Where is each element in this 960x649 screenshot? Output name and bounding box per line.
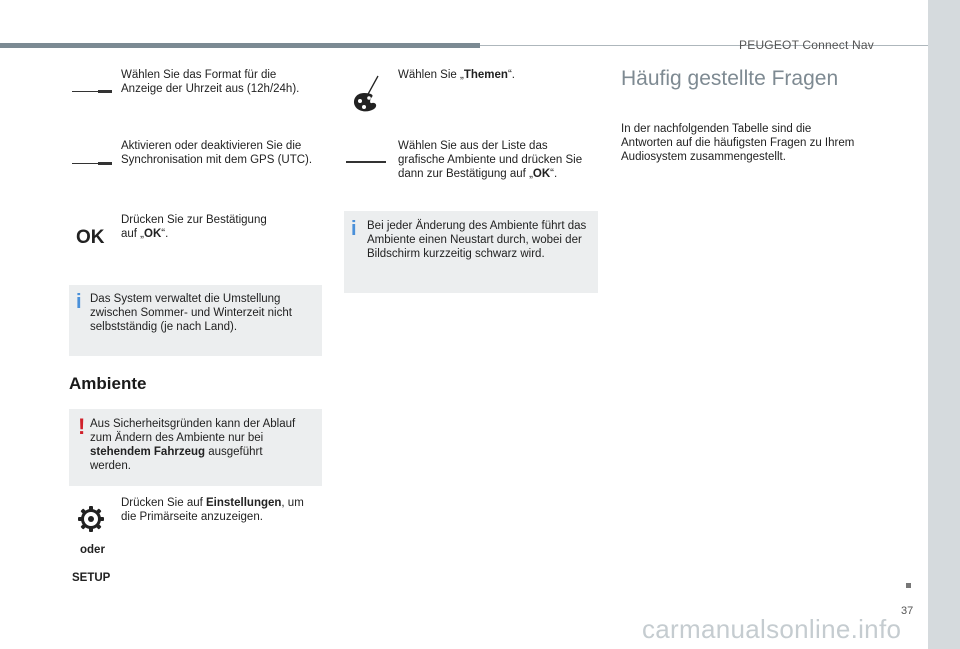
oder-label: oder xyxy=(80,544,105,556)
faq-intro-text: In der nachfolgenden Tabelle sind die Antworten auf die häufigsten Fragen zu Ihrem Audiosystem zusammengestellt. xyxy=(621,123,855,163)
section-title-ambiente: Ambiente xyxy=(69,374,147,393)
info-icon: i xyxy=(351,218,357,240)
page-edge-strip xyxy=(928,0,960,649)
step-confirm-ok-text: Drücken Sie zur Bestätigung auf „OK“. xyxy=(121,214,267,240)
step-gps-sync-text: Aktivieren oder deaktivieren Sie die Synchronisation mit dem GPS (UTC). xyxy=(121,140,313,166)
setup-button-label: SETUP xyxy=(72,572,111,584)
faq-title: Häufig gestellte Fragen xyxy=(621,67,839,90)
ok-button-icon: OK xyxy=(76,227,105,248)
info-note-text: Das System verwaltet die Umstellung zwischen Sommer- und Winterzeit nicht selbstständig (je nach Land). xyxy=(90,293,292,333)
info-note-box xyxy=(69,285,322,356)
info-note-restart-text: Bei jeder Änderung des Ambiente führt das Ambiente einen Neustart durch, wobei der Bildschirm kurzzeitig schwarz wird. xyxy=(367,220,587,260)
line-selector-icon xyxy=(72,162,112,165)
warning-text: Aus Sicherheitsgründen kann der Ablauf zum Ändern des Ambiente nur bei stehendem Fahrzeug ausgeführt werden. xyxy=(90,418,296,472)
step-time-format-text: Wählen Sie das Format für die Anzeige der Uhrzeit aus (12h/24h). xyxy=(121,69,300,95)
watermark: carmanualsonline.info xyxy=(642,614,902,644)
settings-gear-icon xyxy=(77,505,105,533)
palette-icon xyxy=(350,74,386,114)
page-number: 37 xyxy=(901,605,914,617)
warning-icon: ! xyxy=(78,414,86,439)
running-header: PEUGEOT Connect Nav xyxy=(739,38,874,52)
continue-marker xyxy=(906,583,911,588)
step-choose-ambiente-text: Wählen Sie aus der Liste das grafische Ambiente und drücken Sie dann zur Bestätigung auf „OK“. xyxy=(398,140,583,180)
warning-box xyxy=(69,409,322,486)
step-settings-text: Drücken Sie auf Einstellungen, um die Primärseite anzuzeigen. xyxy=(121,497,304,523)
info-icon: i xyxy=(76,291,82,313)
line-selector-icon xyxy=(72,90,112,93)
step-themes-text: Wählen Sie „Themen“. xyxy=(398,69,515,81)
line-selector-icon xyxy=(346,160,386,163)
header-rule-dark xyxy=(0,43,480,48)
info-note-box-restart xyxy=(344,211,598,293)
